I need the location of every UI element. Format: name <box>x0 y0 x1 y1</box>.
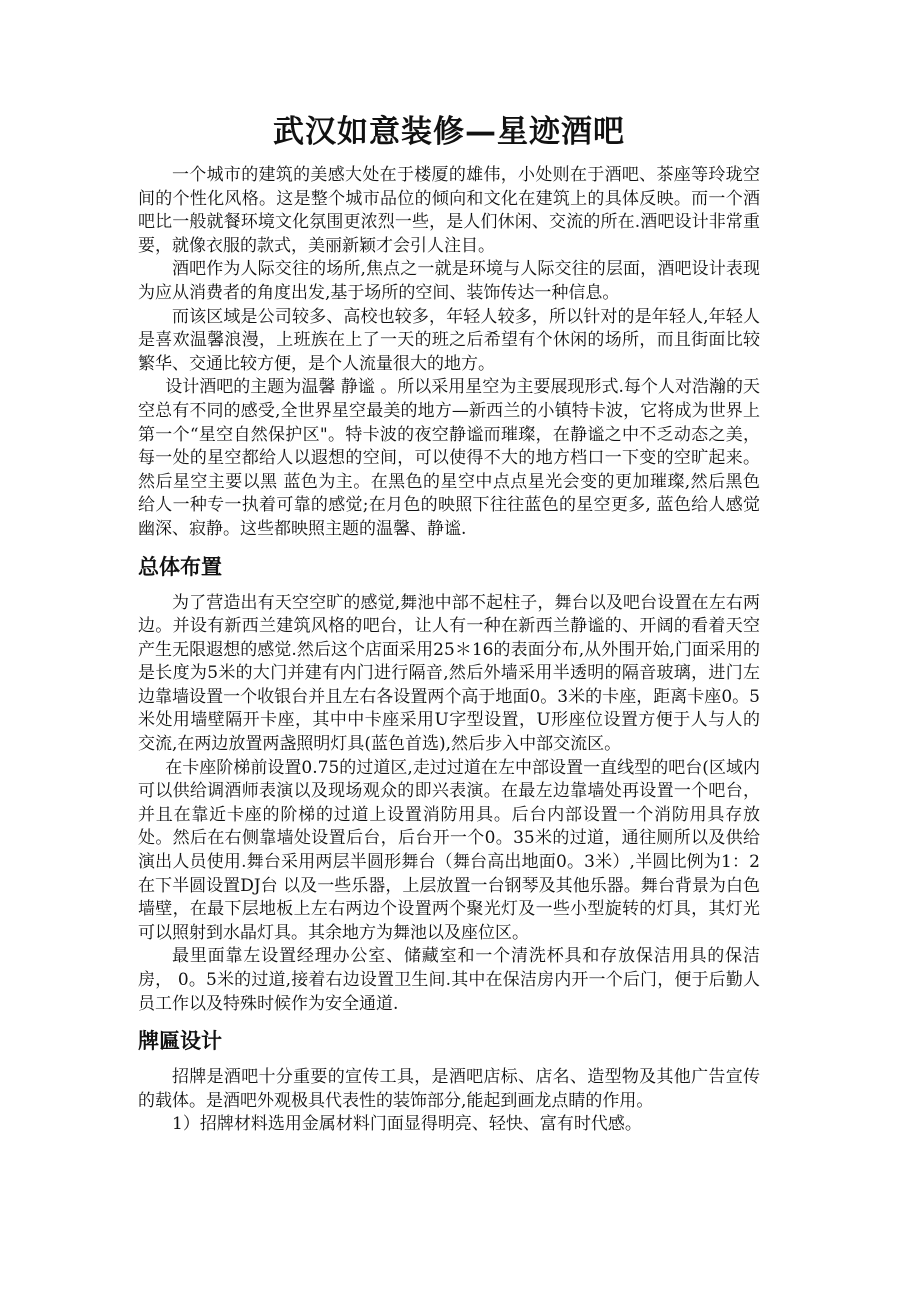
section-heading-signboard: 牌匾设计 <box>138 1029 222 1054</box>
document-title: 武汉如意装修—星迹酒吧 <box>273 114 625 150</box>
layout-paragraph-1: 为了营造出有天空空旷的感觉,舞池中部不起柱子，舞台以及吧台设置在左右两边。并设有新西兰建筑风格的吧台，让人有一种在新西兰静谧的、开阔的看着天空 产生无限遐想的感觉.然后这个店面采用25＊16的表面分布,从外围开始,门面采用的是长度为5米的大门并建有内门进行隔音,然后外墙采用半透明的隔音玻璃，进门左边靠墙设置一个收银台并且左右各设置两个高于地面0。3米的卡座，距离卡座0。5米处用墙壁隔开卡座，其中中卡座采用U字型设置，U形座位设置方便于人与人的交流,在两边放置两盏照明灯具(蓝色首选),然后步入中部交流区。 <box>138 592 760 755</box>
intro-paragraph-2: 酒吧作为人际交往的场所,焦点之一就是环境与人际交往的层面，酒吧设计表现为应从消费者的角度出发,基于场所的空间、装饰传达一种信息。 <box>138 259 760 303</box>
layout-paragraph-2: 在卡座阶梯前设置0.75的过道区,走过过道在左中部设置一直线型的吧台(区域内可以供给调酒师表演以及现场观众的即兴表演。在最左边靠墙处再设置一个吧台，并且在靠近卡座的阶梯的过道上设置消防用具。后台内部设置一个消防用具存放处。然后在右侧靠墙处设置后台，后台开一个0。35米的过道，通往厕所以及供给演出人员使用.舞台采用两层半圆形舞台（舞台高出地面0。3米）,半圆比例为1：2在下半圆设置DJ台 以及一些乐器，上层放置一台钢琴及其他乐器。舞台背景为白色墙壁，在最下层地板上左右两边个设置两个聚光灯及一些小型旋转的灯具，其灯光可以照射到水晶灯具。其余地方为舞池以及座位区。 <box>138 757 760 943</box>
signboard-paragraph-2: 1）招牌材料选用金属材料门面显得明亮、轻快、富有时代感。 <box>172 1114 642 1135</box>
intro-paragraph-1: 一个城市的建筑的美感大处在于楼厦的雄伟，小处则在于酒吧、茶座等玲珑空间的个性化风格。这是整个城市品位的倾向和文化在建筑上的具体反映。而一个酒吧比一般就餐环境文化氛围更浓烈一些，是人们休闲、交流的所在.酒吧设计非常重要，就像衣服的款式，美丽新颖才会引人注目。 <box>138 165 760 256</box>
layout-paragraph-3: 最里面靠左设置经理办公室、储藏室和一个清洗杯具和存放保洁用具的保洁房， 0。5米的过道,接着右边设置卫生间.其中在保洁房内开一个后门，便于后勤人员工作以及特殊时候作为安全通道. <box>138 946 760 1014</box>
intro-paragraph-3: 而该区域是公司较多、高校也较多，年轻人较多，所以针对的是年轻人,年轻人是喜欢温馨浪漫，上班族在上了一天的班之后希望有个休闲的场所，而且街面比较繁华、交通比较方便，是个人流量很大的地方。 <box>138 306 760 374</box>
section-heading-layout: 总体布置 <box>138 554 222 579</box>
signboard-paragraph-1: 招牌是酒吧十分重要的宣传工具，是酒吧店标、店名、造型物及其他广告宣传的载体。是酒吧外观极具代表性的装饰部分,能起到画龙点睛的作用。 <box>138 1067 760 1111</box>
intro-paragraph-4: 设计酒吧的主题为温馨 静谧 。所以采用星空为主要展现形式.每个人对浩瀚的天空总有不同的感受,全世界星空最美的地方—新西兰的小镇特卡波，它将成为世界上第一个“星空自然保护区"。特卡波的夜空静谧而璀璨，在静谧之中不乏动态之美，每一处的星空都给人以遐想的空间，可以使得不大的地方档口一下变的空旷起来。然后星空主要以黑 蓝色为主。在黑色的星空中点点星光会变的更加璀璨,然后黑色给人一种专一执着可靠的感觉;在月色的映照下往往蓝色的星空更多, 蓝色给人感觉幽深、寂静。这些都映照主题的温馨、静谧. <box>138 377 760 539</box>
